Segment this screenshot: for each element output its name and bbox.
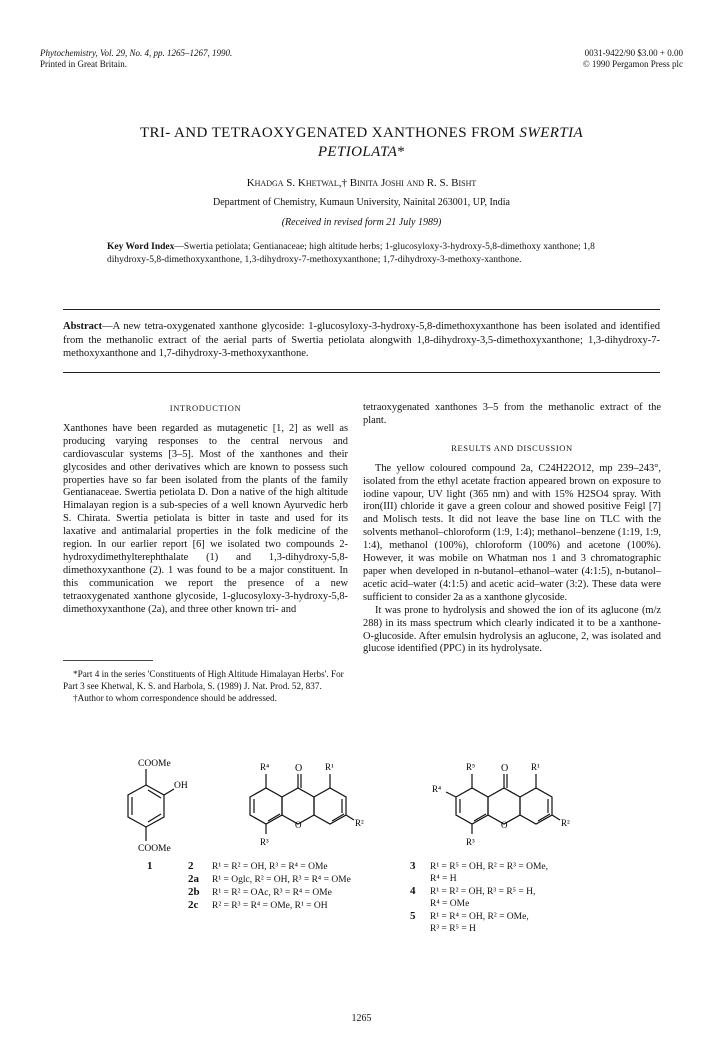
s2-r3: R³ [260,837,269,847]
substituent-table-left [188,860,398,912]
s2-ring-o: O [295,820,302,830]
abstract-top-rule [63,309,660,310]
abstract-label: Abstract [63,321,103,332]
received-date: (Received in revised form 21 July 1989) [281,217,442,228]
table-left-row: 2b R¹ = R² = OAc, R³ = R⁴ = OMe [188,886,332,898]
keywords [107,241,617,267]
journal-citation [40,48,232,70]
abstract-text: —A new tetra-oxygenated xanthone glycoside: 1-glucosyloxy-3-hydroxy-5,8-dimethoxyxanthone has been isolated and identified from the methanolic extract of the aerial parts of Swertia petiolata alongwith 1,8-dihydroxy-3,5-dimethoxyxanthone; 1,3-dihydroxy-7-methoxyxanthone and 1,7-dihydroxy-3-methoxyxanthone. [63,321,660,359]
abstract-bottom-rule [63,372,660,373]
authors: Khadga S. Khetwal,† Binita Joshi and R. S. Bisht [246,177,477,189]
results-paragraph-1: The yellow coloured compound 2a, C24H22O12, mp 239–243°, isolated from the ethyl acetate fraction appeared brown on exposure to iodine vapour, UV light (365 nm) and with 15% H2SO4 spray. With iron(III) chloride it gave a green colour and showed positive Feigl [7] and Molisch tests. It did not leave the base line on TLC with the solvents methanol–chloroform (1:9, 1:4); methanol–benzene (1:19, 1:9, 1:4), methanol (100%), chloroform (100%) and acetone (100%). However, it was mobile on Whatman nos 1 and 3 chromatographic paper when developed in n-butanol–ethanol–water (4:1:5), n-butanol–acetic acid–water (4:1:5) and acetic acid–water (3:2). These data were sufficient to consider 2a as a xanthone glycoside. [363,462,661,603]
results-heading: RESULTS AND DISCUSSION [451,442,573,453]
s3-r3: R³ [466,837,475,847]
table-right-row: 5 R¹ = R⁴ = OH, R² = OMe, [410,910,529,922]
affiliation: Department of Chemistry, Kumaun University, Nainital 263001, UP, India [213,197,510,208]
title-italic-genus: SWERTIA [519,125,584,141]
s2-carbonyl-o: O [295,763,303,774]
footnote-2: †Author to whom correspondence should be addressed. [73,693,277,703]
right-column [363,402,661,656]
footnote-rule [63,660,153,661]
s2-r1: R¹ [325,762,334,772]
journal-code [583,48,683,70]
table-right-row: 3 R¹ = R⁵ = OH, R² = R³ = OMe, [410,860,549,872]
table-right-row: R⁴ = OMe [430,899,470,909]
table-right-row: R⁴ = H [430,874,457,884]
article-title [40,124,683,162]
results-paragraph-2: It was prone to hydrolysis and showed the ion of its aglucone (m/z 288) in its mass spectrum which clearly indicated it to be a xanthone-O-glucoside. After emulsin hydrolysis an aglucone, 2, was isolated and glucose identified (PPC) in its hydrolysate. [363,604,661,655]
title-main: TRI- AND TETRAOXYGENATED XANTHONES FROM [139,125,516,141]
structure-1-diagram [110,755,200,875]
compound-1-label [147,860,153,873]
keywords-label: Key Word Index [107,242,175,252]
table-left-row: 2a R¹ = Oglc, R² = OH, R³ = R⁴ = OMe [188,873,351,885]
table-right-row: 4 R¹ = R² = OH, R³ = R⁵ = H, [410,885,536,897]
compound-1-number: 1 [147,860,153,872]
s3-r4: R⁴ [432,784,442,794]
structure-3-diagram [430,752,590,852]
table-left-row: 2c R² = R³ = R⁴ = OMe, R¹ = OH [188,899,328,911]
price-code: 0031-9422/90 $3.00 + 0.00 [584,48,683,58]
keywords-text: —Swertia petiolata; Gentianaceae; high altitude herbs; 1-glucosyloxy-3-hydroxy-5,8-dimethoxy xanthone; 1,8 dihydroxy-5,8-dimethoxyxanthone, 1,3-dihydroxy-7-methoxyxanthone; 1,7-dihydroxy-3-methoxy-xanthone. [107,242,595,265]
substituent-table-right [410,860,640,935]
s3-ring-o: O [501,820,508,830]
s1-oh: OH [174,781,188,791]
abstract [63,320,660,361]
footnotes [63,668,348,704]
page-number: 1265 [351,1013,372,1024]
table-right-row: R³ = R⁵ = H [430,924,476,934]
s3-r1: R¹ [531,762,540,772]
s3-r5: R⁵ [466,762,476,772]
intro-heading: INTRODUCTION [169,403,242,413]
left-column [63,402,348,617]
title-footnote-mark: * [397,144,406,160]
benzene-ring-1 [128,769,174,841]
journal-line: Phytochemistry, Vol. 29, No. 4, pp. 1265–1267, 1990. [40,48,233,58]
intro-continuation: tetraoxygenated xanthones 3–5 from the methanolic extract of the plant. [363,402,661,426]
s1-bottom-cooMe: COOMe [138,844,171,854]
s2-r4: R⁴ [260,762,270,772]
printed-line: Printed in Great Britain. [40,59,127,69]
s3-r2: R² [561,818,570,828]
s1-top-cooMe: COOMe [138,759,171,769]
s3-carbonyl-o: O [501,763,509,774]
copyright: © 1990 Pergamon Press plc [582,59,683,69]
table-left-row: 2 R¹ = R² = OH, R³ = R⁴ = OMe [188,860,328,872]
intro-paragraph: Xanthones have been regarded as mutagenetic [1, 2] as well as producing varying responses to the central nervous and cardiovascular systems [3–5]. Most of the xanthones and their glycosides and other derivatives which are known to possess such properties have so far been isolated from the plants of the family Gentianaceae. Swertia petiolata D. Don a native of the high altitude Himalayan region is a sub-species of a well known Ayurvedic herb S. Chirata. Swertia petiolata is bitter in taste and used for its laxative and antimalarial properties in the folk medicine of the region. In our earlier report [6] we isolated two compounds 2-hydroxydimethylterephthalate (1) and 1,3-dihydroxy-5,8-dimethoxyxanthone (2). 1 was found to be a major constituent. In this communication we report the presence of a new tetraoxygenated xanthone glycoside, 1-glucosyloxy-3-hydroxy-5,8-dimethoxyxanthone (2a), and three other known tri- and [63,422,348,615]
footnote-1: *Part 4 in the series 'Constituents of High Altitude Himalayan Herbs'. For Part 3 see Khetwal, K. S. and Harbola, S. (1989) J. Nat. Prod. 52, 837. [63,669,344,691]
s2-r2: R² [355,818,364,828]
structure-2-diagram [230,752,380,852]
title-italic-species: PETIOLATA [317,144,398,160]
xanthone-skeleton-2 [250,774,354,834]
